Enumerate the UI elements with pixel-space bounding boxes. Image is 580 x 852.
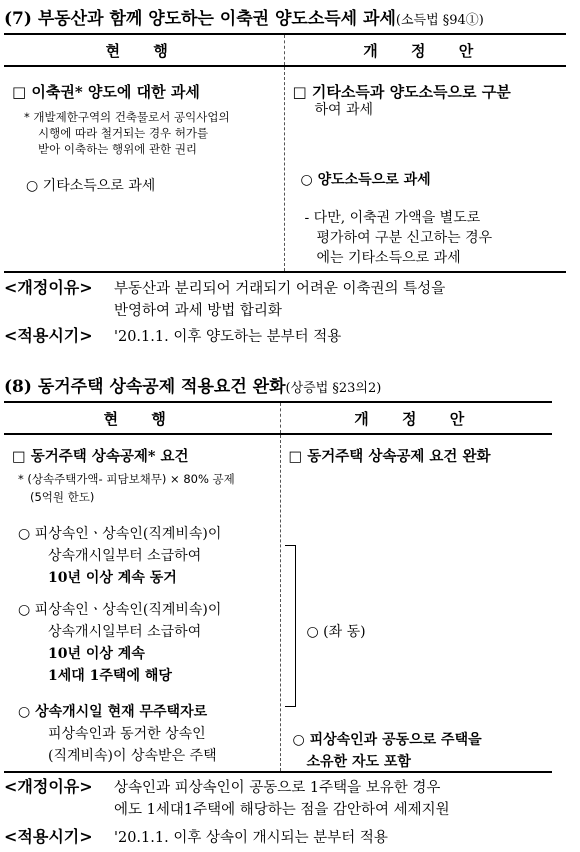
section8-col-revised: 개 정 안 [280,402,552,434]
section8-apply-text: '20.1.1. 이후 상속이 개시되는 분부터 적용 [114,830,388,846]
s8-current-c1: ○ 상속개시일 현재 무주택자로 [18,704,208,720]
s8-current-note1: * (상속주택가액- 피담보채무) × 80% 공제 [18,472,235,486]
s8-current-a3: 10년 이상 계속 동거 [48,570,177,586]
section8-title: (8) 동거주택 상속공제 적용요건 완화(상증법 §23의2) [4,377,382,397]
section8-apply-label: <적용시기> [4,827,93,846]
s8-bracket [285,545,296,707]
s8-revised-same: ○ (좌 동) [306,624,366,640]
s8-revised-c1: ○ 피상속인과 공동으로 주택을 [292,732,482,748]
s8-current-b1: ○ 피상속인ㆍ상속인(직계비속)이 [18,602,222,618]
s7-current-note3: 받아 이축하는 행위에 관한 권리 [38,142,198,156]
s8-current-c2: 피상속인과 동거한 상속인 [48,726,206,742]
section8-reason-1: 상속인과 피상속인이 공동으로 1주택을 보유한 경우 [114,780,441,796]
s7-revised-item1: □ 기타소득과 양도소득으로 구분 [292,83,511,101]
s8-current-b3: 10년 이상 계속 [48,646,145,662]
section7-reason-2: 반영하여 과세 방법 합리화 [114,303,282,319]
s8-current-c3: (직계비속)이 상속받은 주택 [48,748,217,764]
section7-current-cell [4,66,284,272]
s8-revised-c2: 소유한 자도 포함 [306,754,411,770]
s7-current-note2: 시행에 따라 철거되는 경우 허가를 [38,126,209,140]
s8-current-a1: ○ 피상속인ㆍ상속인(직계비속)이 [18,526,222,542]
s8-current-b4: 1세대 1주택에 해당 [48,668,172,684]
section7-col-revised: 개 정 안 [284,34,566,66]
section8-table [4,401,552,773]
s7-current-item1: □ 이축권* 양도에 대한 과세 [12,83,200,101]
section8-reason-label: <개정이유> [4,777,93,796]
s7-current-note1: * 개발제한구역의 건축물로서 공익사업의 [24,110,230,124]
s8-current-b2: 상속개시일부터 소급하여 [48,624,202,640]
section8-current-cell [4,434,280,772]
s8-current-item1: □ 동거주택 상속공제* 요건 [12,448,189,465]
section7-reason-1: 부동산과 분리되어 거래되기 어려운 이축권의 특성을 [114,281,446,297]
section7-reason-label: <개정이유> [4,278,93,297]
s8-current-note2: (5억원 한도) [30,490,95,504]
s7-revised-item1b: 하여 과세 [314,102,374,118]
section8-revised-cell [280,434,552,772]
section7-apply-text: '20.1.1. 이후 양도하는 분부터 적용 [114,329,342,345]
s7-revised-item3a: - 다만, 이축권 가액을 별도로 [304,210,481,226]
section8-col-current: 현 행 [4,402,280,434]
s7-revised-item2: ○ 양도소득으로 과세 [300,172,431,188]
s7-current-item2: ○ 기타소득으로 과세 [26,178,156,194]
s7-revised-item3b: 평가하여 구분 신고하는 경우 [316,230,493,246]
section7-revised-cell [284,66,566,272]
s7-revised-item3c: 에는 기타소득으로 과세 [316,250,461,266]
section7-title: (7) 부동산과 함께 양도하는 이축권 양도소득세 과세(소득법 §94①) [4,9,484,29]
section7-col-current: 현 행 [4,34,284,66]
s8-current-a2: 상속개시일부터 소급하여 [48,548,202,564]
section8-ref: (상증법 §23의2) [285,381,382,396]
section7-table [4,33,566,273]
section7-apply-label: <적용시기> [4,326,93,345]
section8-reason-2: 에도 1세대1주택에 해당하는 점을 감안하여 세제지원 [114,802,450,818]
section7-ref: (소득법 §94①) [395,13,484,28]
s8-revised-item1: □ 동거주택 상속공제 요건 완화 [288,448,491,465]
